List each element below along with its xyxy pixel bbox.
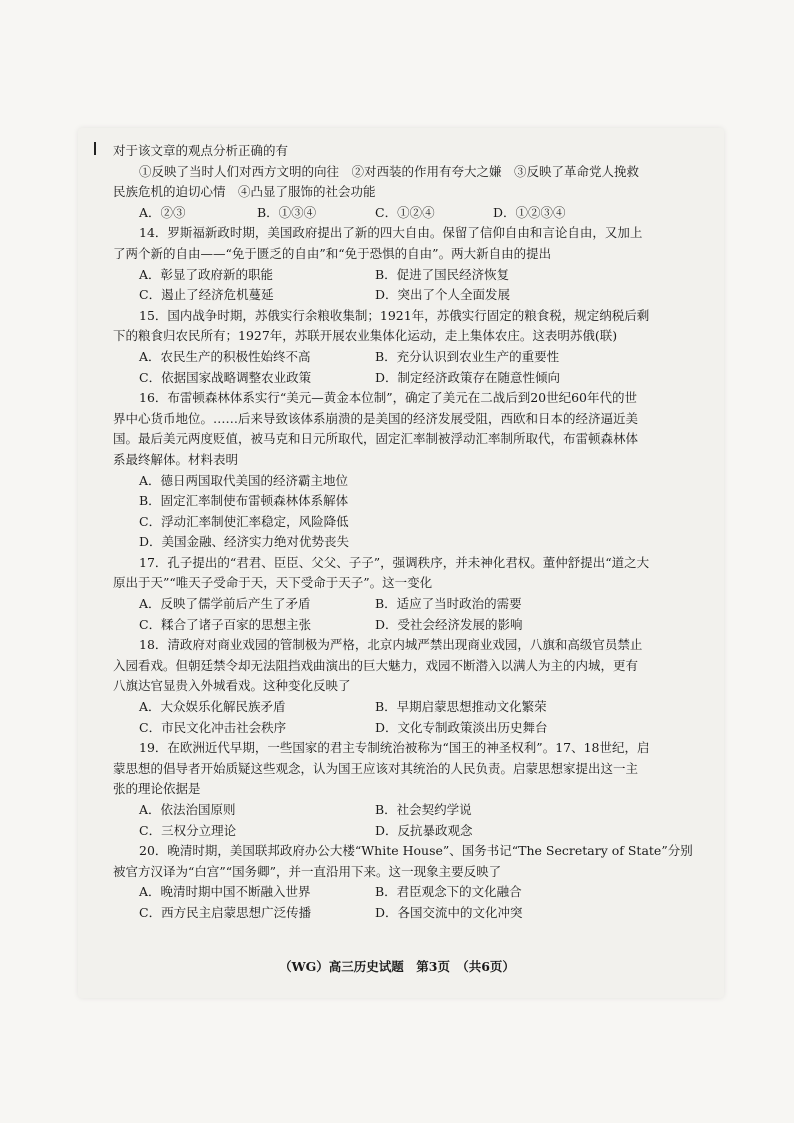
question-line: 17．孔子提出的“君君、臣臣、父父、子子”，强调秩序，并未神化君权。董仲舒提出“道之大 (139, 554, 650, 570)
options-row (113, 615, 693, 636)
option-c: C．依据国家战略调整农业政策 (139, 369, 312, 385)
option-a: A．②③ (139, 204, 186, 220)
question-line: 入园看戏。但朝廷禁令却无法阻挡戏曲演出的巨大魅力，戏园不断潜入以满人为主的内城，更有 (113, 657, 639, 673)
question-line: 系最终解体。材料表明 (113, 451, 239, 467)
option-c: C．市民文化冲击社会秩序 (139, 719, 287, 735)
option-b: B．适应了当时政治的需要 (375, 596, 522, 612)
option-a: A．农民生产的积极性始终不高 (139, 348, 311, 364)
question-15 (113, 306, 693, 388)
margin-mark (94, 142, 96, 155)
options-row (113, 265, 693, 286)
option-d: D．制定经济政策存在随意性倾向 (375, 369, 561, 385)
options-row (113, 882, 693, 903)
question-line: 18．清政府对商业戏园的管制极为严格，北京内城严禁出现商业戏园，八旗和高级官员禁止 (139, 637, 643, 653)
question-20 (113, 841, 693, 923)
option-b: B．君臣观念下的文化融合 (375, 884, 522, 900)
question-line: 原出于天”“唯天子受命于天，天下受命于天子”。这一变化 (113, 575, 433, 591)
option-c: C．浮动汇率制使汇率稳定，风险降低 (139, 513, 349, 529)
options-row (113, 594, 693, 615)
option-d: D．①②③④ (493, 204, 566, 220)
option-c: C．糅合了诸子百家的思想主张 (139, 616, 312, 632)
options-row (113, 347, 693, 368)
question-line: 蒙思想的倡导者开始质疑这些观念，认为国王应该对其统治的人民负责。启蒙思想家提出这一主 (113, 760, 639, 776)
option-d: D．突出了个人全面发展 (375, 287, 511, 303)
options-row (113, 821, 693, 842)
options-row (113, 285, 693, 306)
options-row (113, 718, 693, 739)
option-d: D．各国交流中的文化冲突 (375, 904, 523, 920)
statements-line-1: ①反映了当时人们对西方文明的向往 ②对西装的作用有夸大之嫌 ③反映了革命党人挽救 (139, 163, 640, 179)
question-line: 20．晚清时期，美国联邦政府办公大楼“White House”、国务书记“The Secretary of State”分别 (139, 843, 693, 859)
question-line: 国。最后美元两度贬值，被马克和日元所取代，固定汇率制被浮动汇率制所取代，布雷顿森林体 (113, 431, 639, 447)
question-line: 14．罗斯福新政时期，美国政府提出了新的四大自由。保留了信仰自由和言论自由，又加上 (139, 225, 643, 241)
options-row (113, 903, 693, 924)
option-d: D．受社会经济发展的影响 (375, 616, 523, 632)
option-a: A．晚清时期中国不断融入世界 (139, 884, 311, 900)
exam-content (113, 141, 693, 924)
question-17 (113, 553, 693, 635)
option-b: B．①③④ (257, 204, 317, 220)
option-a: A．彰显了政府新的职能 (139, 266, 274, 282)
option-b: B．早期启蒙思想推动文化繁荣 (375, 699, 547, 715)
question-16 (113, 388, 693, 553)
question-14 (113, 223, 693, 305)
question-line: 张的理论依据是 (113, 781, 201, 797)
option-a: A．大众娱乐化解民族矛盾 (139, 699, 286, 715)
option-d: D．文化专制政策淡出历史舞台 (375, 719, 548, 735)
question-line: 下的粮食归农民所有；1927年，苏联开展农业集体化运动，走上集体农庄。这表明苏俄(联) (113, 328, 618, 344)
option-c: C．遏止了经济危机蔓延 (139, 287, 274, 303)
option-c: C．三权分立理论 (139, 822, 237, 838)
options-row (113, 697, 693, 718)
option-b: B．充分认识到农业生产的重要性 (375, 348, 560, 364)
option-a: A．依法治国原则 (139, 802, 236, 817)
option-b: B．促进了国民经济恢复 (375, 266, 510, 282)
question-line: 被官方汉译为“白宫”“国务卿”，并一直沿用下来。这一现象主要反映了 (113, 863, 502, 879)
options-row (113, 800, 693, 821)
option-c: C．西方民主启蒙思想广泛传播 (139, 904, 312, 920)
intro-options (113, 203, 693, 224)
statements-line-2: 民族危机的迫切心情 ④凸显了服饰的社会功能 (113, 184, 376, 200)
question-line: 15．国内战争时期，苏俄实行余粮收集制；1921年，苏俄实行固定的粮食税，规定纳税后剩 (139, 307, 650, 323)
question-18 (113, 635, 693, 738)
option-b: B．社会契约学说 (375, 802, 472, 817)
option-d: D．美国金融、经济实力绝对优势丧失 (139, 534, 350, 550)
question-line: 16．布雷顿森林体系实行“美元—黄金本位制”，确定了美元在二战后到20世纪60年代的世 (139, 390, 637, 406)
question-line: 八旗达官显贵入外城看戏。这种变化反映了 (113, 678, 351, 694)
question-line: 19．在欧洲近代早期，一些国家的君主专制统治被称为“国王的神圣权利”。17、18世纪，启 (139, 740, 650, 756)
option-c: C．①②④ (375, 204, 435, 220)
option-d: D．反抗暴政观念 (375, 822, 473, 838)
stem-tail: 对于该文章的观点分析正确的有 (113, 143, 289, 158)
option-a: A．德日两国取代美国的经济霸主地位 (139, 472, 349, 488)
question-19 (113, 738, 693, 841)
option-a: A．反映了儒学前后产生了矛盾 (139, 596, 311, 612)
question-line: 了两个新的自由——“免于匮乏的自由”和“免于恐惧的自由”。两大新自由的提出 (113, 245, 552, 261)
question-line: 界中心货币地位。……后来导致该体系崩溃的是美国的经济发展受阻，西欧和日本的经济逼近美 (113, 410, 639, 426)
option-b: B．固定汇率制使布雷顿森林体系解体 (139, 493, 349, 509)
options-row (113, 368, 693, 389)
page-footer: （WG）高三历史试题 第3页 （共6页） (279, 959, 515, 974)
